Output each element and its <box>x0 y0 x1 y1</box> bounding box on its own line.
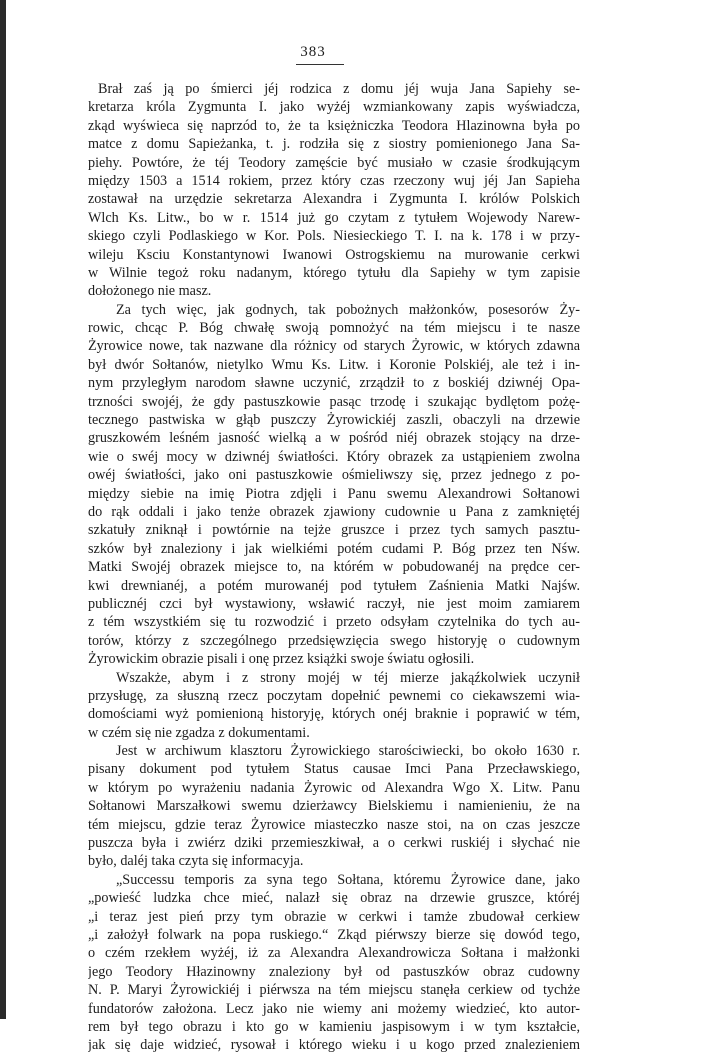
page-number: 383 <box>300 44 326 60</box>
text-line: trzności swojéj, że gdy pastuszkowie pasąc trzodę i szukając bydlętom pożę- <box>88 393 580 410</box>
text-line: jego Teodory Hłazinowny znaleziony był od pastuszków obraz cudowny <box>88 963 580 980</box>
text-line: „i teraz jest pień przy tym obrazie w cerkwi i tamże zbudował cerkiew <box>88 908 580 925</box>
text-line: Za tych więc, jak godnych, tak pobożnych małżonków, posesorów Ży- <box>116 301 580 318</box>
text-line: Żyrowice nowe, tak nazwane dla różnicy od starych Żyrowic, w których zdawna <box>88 338 580 355</box>
text-line: rem był tego obrazu i kto go w kamieniu jaspisowym i w tym kształcie, <box>88 1018 580 1035</box>
text-line: pisany dokument pod tytułem Status causae Imci Pana Przecławskiego, <box>88 761 580 778</box>
text-line: matce z domu Sapieżanka, t. j. rodziła się z siostry pomienionego Jana Sa- <box>88 136 580 153</box>
text-line: fundatorów założona. Lecz jako nie wiemy ani możemy wiedzieć, kto autor- <box>88 1000 580 1017</box>
text-line: był dwór Sołtanów, nietylko Wmu Ks. Litw. i Koronie Polskiéj, ale też i in- <box>88 356 580 373</box>
text-line: w Wilnie tegoż roku nadanym, którego tytułu dla Sapiehy w tym zapisie <box>88 264 580 281</box>
text-line: w czém się nie zgadza z dokumentami. <box>88 724 310 741</box>
text-line: było, daléj taka czyta się informacyja. <box>88 853 304 870</box>
text-line: dołożonego nie masz. <box>88 283 212 300</box>
scan-edge-shadow <box>0 0 6 1019</box>
text-line: przysługę, za słuszną rzecz poczytam dopełnić pewnemi co ciekawszemi wia- <box>88 687 580 704</box>
text-line: szków był znaleziony i jak wielkiémi potém cudami P. Bóg przez ten Nśw. <box>88 540 580 557</box>
text-line: tecznego pastwiska w głąb puszczy Żyrowickiéj zaszli, obaczyli na drzewie <box>88 412 580 429</box>
text-line: gruszkowém leśném jasność wielką a w pośród niéj obrazek stojący na drze- <box>88 430 580 447</box>
text-line: „i założył folwark na popa ruskiego.“ Zkąd piérwszy bierze się dowód tego, <box>88 926 580 943</box>
text-line: o czém rzekłem wyżéj, iż za Alexandra Alexandrowicza Sołtana i małżonki <box>88 945 580 962</box>
text-line: piehy. Powtóre, że téj Teodory zamęście być musiało w czasie środkującym <box>88 154 580 171</box>
text-line: kwi drewnianéj, a potém murowanéj pod tytułem Zaśnienia Matki Najśw. <box>88 577 580 594</box>
text-line: Wszakże, abym i z strony mojéj w téj mierze jakąźkolwiek uczynił <box>116 669 580 686</box>
text-line: domościami wyż pomienioną historyję, których onéj braknie i poprawić w tém, <box>88 706 580 723</box>
text-line: skiego czyli Podlaskiego w Kor. Pols. Niesieckiego T. I. na k. 178 i w przy- <box>88 228 580 245</box>
text-line: Jest w archiwum klasztoru Żyrowickiego starościwiecki, bo około 1630 r. <box>116 743 580 760</box>
text-line: zostawał na urzędzie sekretarza Alexandra i Zygmunta I. królów Polskich <box>88 191 580 208</box>
text-line: torów, którzy z szczególnego przedsięwzięcia swego historyję o cudownym <box>88 632 580 649</box>
text-line: między siebie na imię Piotra zdjęli i Panu swemu Alexandrowi Sołtanowi <box>88 485 580 502</box>
text-line: Żyrowickim obrazie pisali i onę przez książki swoje światu ogłosili. <box>88 651 475 668</box>
text-line: Sołtanowi Marszałkowi swemu dzierżawcy Bielskiemu i namienieniu, że na <box>88 798 580 815</box>
text-line: w którym po wyrażeniu nadania Żyrowic od Alexandra Wgo X. Litw. Panu <box>88 779 580 796</box>
text-line: publicznéj czci był wystawiony, wsławić raczył, nie jest moim zamiarem <box>88 595 580 612</box>
text-line: Matki Swojéj obrazek miejsce to, na którém w pobudowanéj na prędce cer- <box>88 559 580 576</box>
text-line: wileju Ksciu Konstantynowi Iwanowi Ostrogskiemu na murowanie cerkwi <box>88 246 580 263</box>
text-line: kretarza króla Zygmunta I. jako wyżéj wzmiankowany zapis wyświadcza, <box>88 99 580 116</box>
text-line: z tém wszystkiém się tu rozwodzić i przeto odsyłam czytelnika do tych au- <box>88 614 580 631</box>
text-line: Wlch Ks. Litw., bo w r. 1514 już go czytam z tytułem Wojewody Narew- <box>88 209 580 226</box>
text-line: N. P. Maryi Żyrowickiéj i piérwsza na tém miejscu stanęła cerkiew od tychże <box>88 982 580 999</box>
page-number-rule <box>296 64 344 65</box>
text-line: „powieść ludzka chce mieć, nalazł się obraz na drzewie gruszce, któréj <box>88 890 580 907</box>
body-text <box>88 80 580 1055</box>
text-line: Brał zaś ją po śmierci jéj rodzica z domu jéj wuja Jana Sapiehy se- <box>98 81 580 97</box>
text-line: tém miejscu, gdzie teraz Żyrowice miasteczko nasze stoi, na on czas jeszcze <box>88 816 580 833</box>
text-line: do rąk oddali i jako tenże obrazek zjawiony cudownie u Pana z zamkniętéj <box>88 503 580 520</box>
text-line: szkatuły zniknął i powtórnie na tejże gruszce i przez tych samych pasztu- <box>88 522 580 539</box>
text-line: między 1503 a 1514 rokiem, przez który czas rzeczony wuj jéj Jan Sapieha <box>88 172 580 189</box>
text-line: zkąd wyświeca się naprzód to, że ta księżniczka Teodora Hlazinowna była po <box>88 117 580 134</box>
text-line: puszcza była i zwiérz dziki przemieszkiwał, a o cerkwi ruskiéj i słychać nie <box>88 835 580 852</box>
text-line: rowic, chcąc P. Bóg chwałę swoją pomnożyć na tém miejscu i te nasze <box>88 320 580 337</box>
text-line: jak się daje widzieć, rysował i którego wieku i u kogo przed znalezieniem <box>88 1037 580 1054</box>
text-line: wie o swéj mocy w dziwnéj światłości. Który obrazek za ustąpieniem zwolna <box>88 448 580 465</box>
text-line: nym przyległym narodom sławne uczynić, zrządził to z boskiéj dziwnéj Opa- <box>88 375 580 392</box>
text-line: owéj światłości, jako oni pastuszkowie ośmieliwszy się, przez jednego z po- <box>88 467 580 484</box>
text-line: „Successu temporis za syna tego Sołtana, któremu Żyrowice dane, jako <box>116 871 580 888</box>
